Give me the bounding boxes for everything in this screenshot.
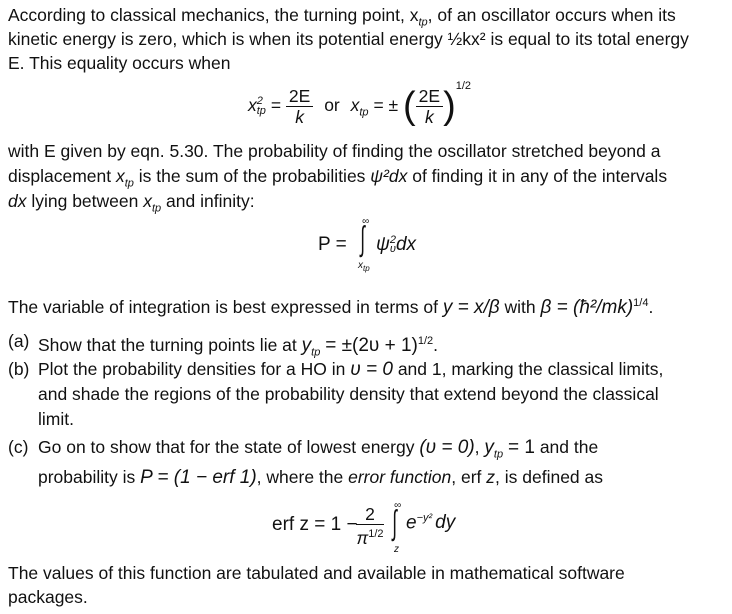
item-c-label: (c) [8,437,29,457]
para3-line1: The variable of integration is best expressed in terms of y = x/β with β = (ħ²/mk)$^{1/4}$. [8,296,654,318]
fraction-2e-k: $\frac{2E}{k}$ [286,86,313,127]
eq-x: x [248,95,257,115]
text: According to classical mechanics, the turning point, x [8,5,419,25]
item-b-line1: Plot the probability densities for a HO in υ = 0 and 1, marking the classical limits, [38,359,664,380]
para1-line2 [8,28,689,50]
item-b-line2: and shade the regions of the probability density that extend beyond the classical [38,384,659,404]
eq-sub: tp [256,105,266,118]
exponent: 1/2 [455,80,472,92]
upper-limit: ∞ [362,216,370,227]
item-a-label: (a) [8,331,30,351]
para4-line1: The values of this function are tabulated and available in mathematical software [8,563,625,583]
fraction-2-pi: 2 $\pi^{1/2}$ [356,504,384,548]
text: , of an oscillator occurs when its [427,5,676,25]
fraction-2e-k-2: $\frac{2E}{k}$ [416,86,443,127]
eq-x2: x [350,95,360,115]
para1-line3 [8,52,230,74]
para4-line2: packages. [8,587,88,607]
text: E. This equality occurs when [8,53,231,73]
item-b-line3: limit. [38,409,74,429]
eq-sup: 2 [256,95,263,108]
item-c-line2: probability is P = (1 − erf 1), where the error function, erf z, is defined as [38,467,603,488]
item-c-line1: Go on to show that for the state of lowest energy (υ = 0), $y_{tp} = 1$ and the [38,437,599,461]
item-b-label: (b) [8,359,30,379]
or-word: or [324,95,340,115]
integral-sign: ∫ [360,220,365,258]
upper-limit: ∞ [394,500,402,511]
subscript: tp [418,16,428,29]
item-a: Show that the turning points lie at $y_{tp} = \pm(2\upsilon + 1)^{1/2}$. [38,334,439,359]
text: kinetic energy is zero, which is when its potential energy ½kx² is equal to its total energy [8,29,689,49]
para2-line2: displacement $x_{tp}$ is the sum of the probabilities ψ²dx of finding it in any of the intervals [8,166,668,190]
para2-line3: dx lying between $x_{tp}$ and infinity: [8,191,255,215]
integral-sign: ∫ [392,504,397,542]
equation-turning-point: x 2 tp = $\frac{2E}{k}$ or $x_{tp}$ = ± ( $\frac{2E}{k}$ )$^{1/2}$ [248,80,472,127]
lower-limit: z [394,544,399,555]
para2-line1 [8,140,660,162]
text: with E given by eqn. 5.30. The probability of finding the oscillator stretched beyond a [8,141,661,161]
plus-minus: = ± [373,95,399,115]
